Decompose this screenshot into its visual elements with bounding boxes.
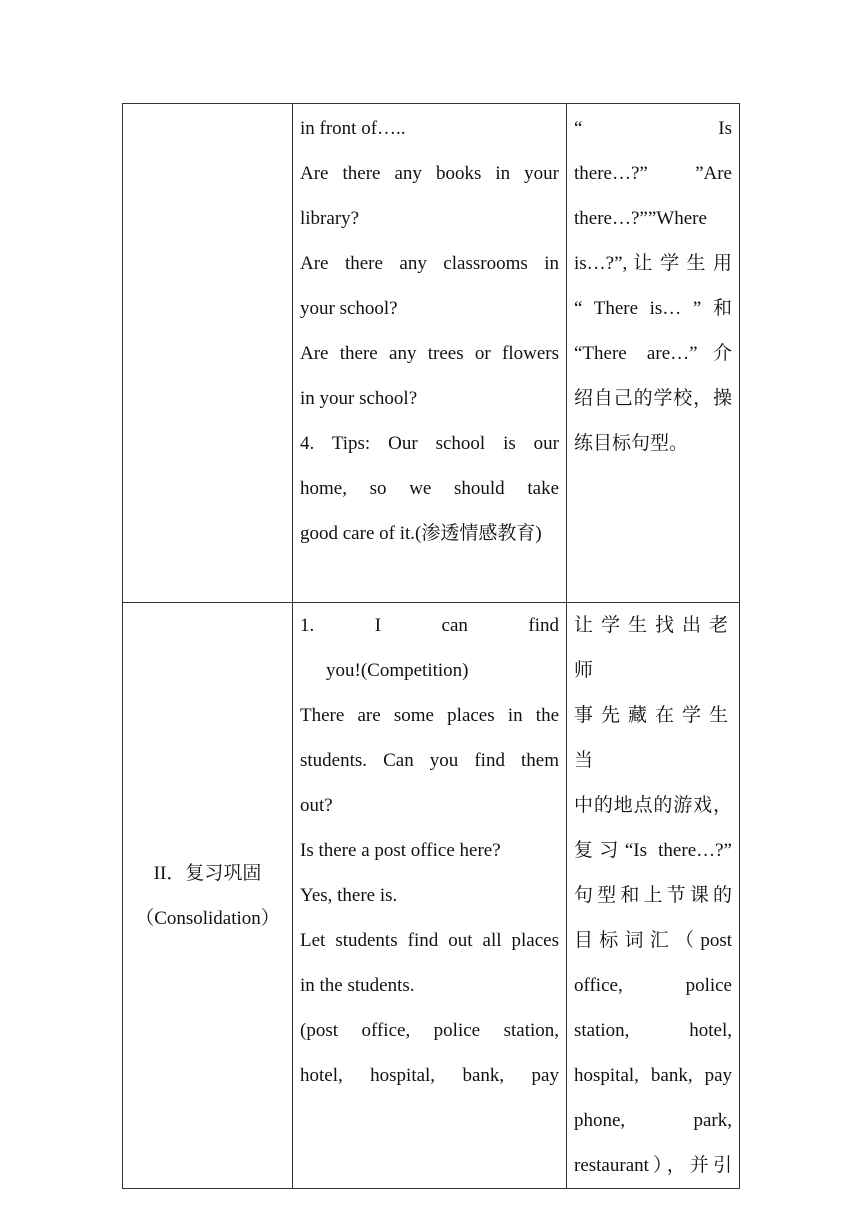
purpose-line: “ There is… ” 和 <box>574 298 732 319</box>
purpose-line: 句型和上节课的 <box>574 885 732 906</box>
purpose-line: 绍自己的学校，操 <box>574 388 732 409</box>
purpose-cell <box>567 104 740 603</box>
activity-line: 1. I can find <box>300 615 559 636</box>
activity-line: in your school? <box>300 388 418 409</box>
purpose-cell <box>567 603 740 1189</box>
purpose-line: office, police <box>574 975 732 996</box>
purpose-line: is…?”, 让 学 生 用 <box>574 253 732 274</box>
activity-line: students. Can you find them <box>300 750 559 771</box>
lesson-plan-table <box>122 103 740 1189</box>
activity-line: hotel, hospital, bank, pay <box>300 1065 559 1086</box>
activity-line: in the students. <box>300 975 415 996</box>
purpose-line: hospital, bank, pay <box>574 1065 732 1086</box>
stage-cell <box>123 603 293 1189</box>
activity-cell <box>293 603 567 1189</box>
purpose-line: 复习“Is there…?” <box>574 840 732 861</box>
stage-subtitle: （Consolidation） <box>135 907 280 929</box>
purpose-line: 练目标句型。 <box>574 433 689 454</box>
activity-line: Are there any trees or flowers <box>300 343 559 364</box>
activity-line: There are some places in the <box>300 705 559 726</box>
activity-line: (post office, police station, <box>300 1020 559 1041</box>
activity-line: good care of it.(渗透情感教育) <box>300 523 542 544</box>
activity-line: Yes, there is. <box>300 885 398 906</box>
purpose-line: 事先藏在学生当 <box>574 705 732 771</box>
table-row <box>123 603 740 1189</box>
activity-line: home, so we should take <box>300 478 559 499</box>
stage-cell <box>123 104 293 603</box>
activity-line: your school? <box>300 298 398 319</box>
purpose-line: 中的地点的游戏， <box>574 795 732 816</box>
activity-line: Are there any classrooms in <box>300 253 559 274</box>
activity-line: out? <box>300 795 333 816</box>
purpose-line: 目 标 词 汇 （ post <box>574 930 732 951</box>
purpose-line: “ Is <box>574 118 732 139</box>
activity-line: in front of….. <box>300 118 406 139</box>
purpose-line: there…?” ”Are <box>574 163 732 184</box>
purpose-line: 让学生找出老师 <box>574 615 732 681</box>
purpose-line: phone, park, <box>574 1110 732 1131</box>
activity-line: 4. Tips: Our school is our <box>300 433 559 454</box>
purpose-line: station, hotel, <box>574 1020 732 1041</box>
purpose-line: restaurant），并引 <box>574 1155 732 1176</box>
stage-title: II．复习巩固 <box>153 862 262 884</box>
activity-cell <box>293 104 567 603</box>
activity-line: library? <box>300 208 360 229</box>
activity-line: Is there a post office here? <box>300 840 501 861</box>
purpose-line: “There are…”介 <box>574 343 732 364</box>
purpose-line: there…?””Where <box>574 208 707 229</box>
table-row <box>123 104 740 603</box>
activity-line: Let students find out all places <box>300 930 559 951</box>
activity-line: Are there any books in your <box>300 163 559 184</box>
activity-line: you!(Competition) <box>326 660 469 681</box>
